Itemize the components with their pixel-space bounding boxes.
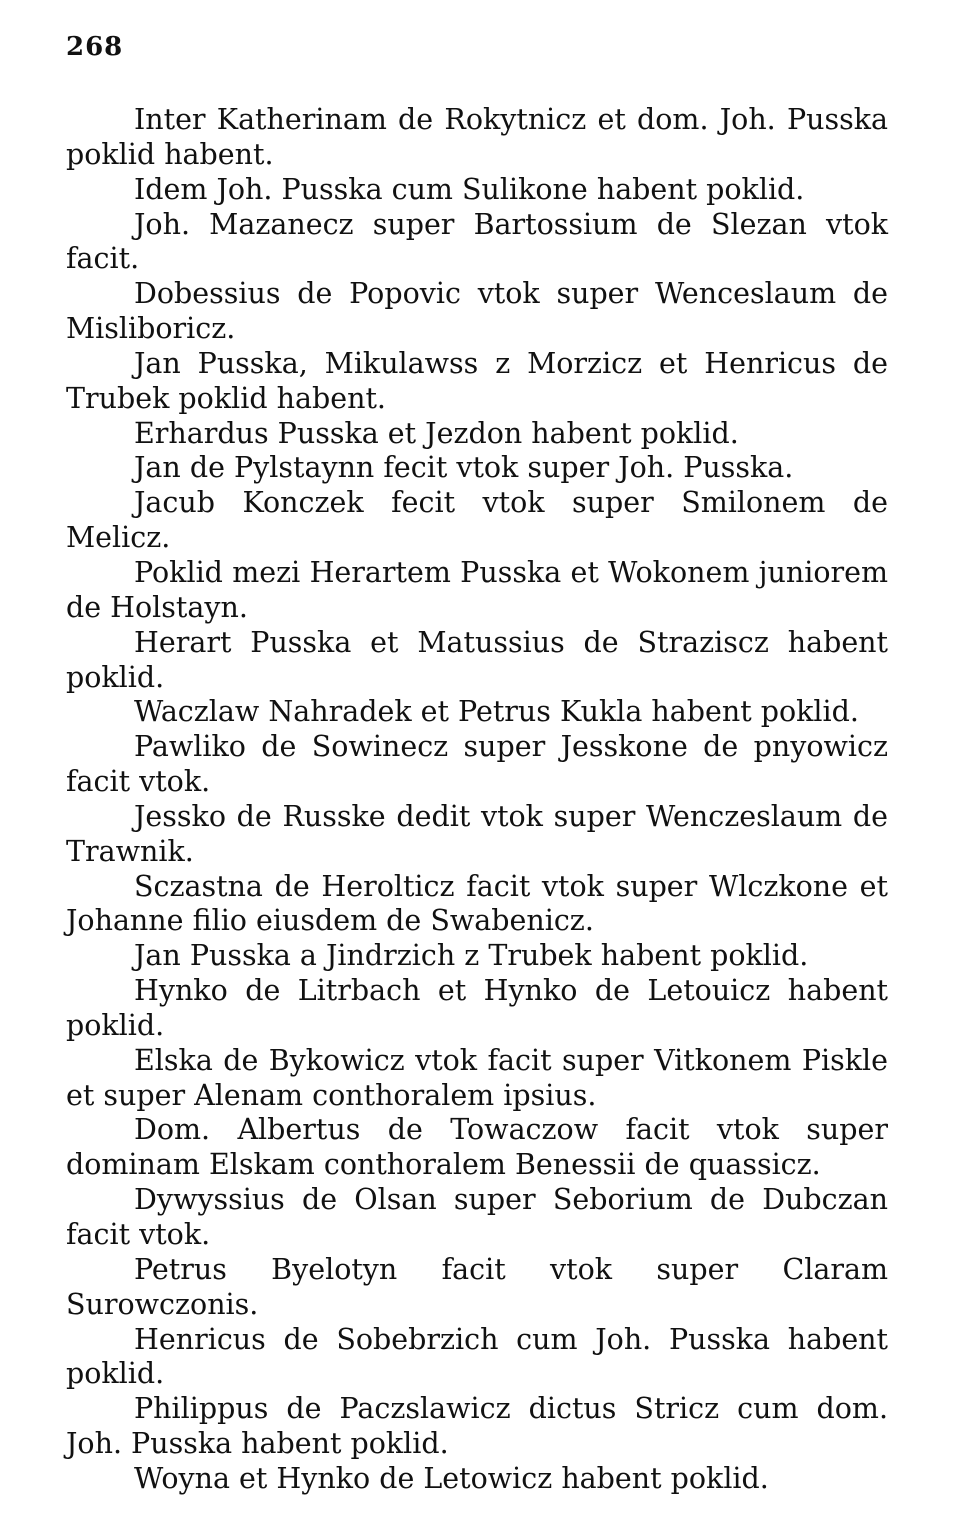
entry: Dobessius de Popovic vtok super Wenceslaum de Misliboricz. — [66, 277, 888, 346]
entry: Hynko de Litrbach et Hynko de Letouicz habent poklid. — [66, 974, 888, 1042]
entry: Erhardus Pusska et Jezdon habent poklid. — [134, 416, 739, 450]
entry: Woyna et Hynko de Letowicz habent poklid. — [134, 1461, 769, 1495]
page-number: 268 — [66, 32, 124, 62]
entry: Jacub Konczek fecit vtok super Smilonem de Melicz. — [66, 486, 888, 555]
entry: Sczastna de Herolticz facit vtok super Wlczkone et Johanne filio eiusdem de Swabenicz. — [66, 869, 888, 938]
entry: Idem Joh. Pusska cum Sulikone habent poklid. — [134, 172, 805, 206]
entry: Philippus de Paczslawicz dictus Stricz cum dom. Joh. Pusska habent poklid. — [66, 1392, 888, 1461]
entry: Petrus Byelotyn facit vtok super Claram Surowczonis. — [66, 1252, 888, 1321]
entry: Inter Katherinam de Rokytnicz et dom. Joh. Pusska poklid habent. — [66, 103, 888, 171]
entry: Dom. Albertus de Towaczow facit vtok super dominam Elskam conthoralem Benessii de quassicz. — [66, 1113, 888, 1182]
entry: Jessko de Russke dedit vtok super Wenczeslaum de Trawnik. — [66, 799, 888, 868]
entry: Jan Pusska, Mikulawss z Morzicz et Henricus de Trubek poklid habent. — [66, 346, 888, 415]
entry: Elska de Bykowicz vtok facit super Vitkonem Piskle et super Alenam conthoralem ipsius. — [66, 1043, 888, 1112]
text-body — [66, 103, 888, 1497]
entry: Jan Pusska a Jindrzich z Trubek habent poklid. — [134, 939, 809, 973]
entry: Waczlaw Nahradek et Petrus Kukla habent poklid. — [134, 695, 859, 729]
entry: Dywyssius de Olsan super Seborium de Dubczan facit vtok. — [66, 1183, 888, 1251]
entry: Henricus de Sobebrzich cum Joh. Pusska habent poklid. — [66, 1322, 888, 1391]
entry: Joh. Mazanecz super Bartossium de Slezan vtok facit. — [66, 207, 888, 276]
entry: Herart Pusska et Matussius de Straziscz habent poklid. — [66, 625, 888, 694]
entry: Jan de Pylstaynn fecit vtok super Joh. Pusska. — [134, 451, 794, 485]
entry: Pawliko de Sowinecz super Jesskone de pnyowicz facit vtok. — [66, 730, 888, 799]
entry: Poklid mezi Herartem Pusska et Wokonem juniorem de Holstayn. — [66, 555, 888, 624]
